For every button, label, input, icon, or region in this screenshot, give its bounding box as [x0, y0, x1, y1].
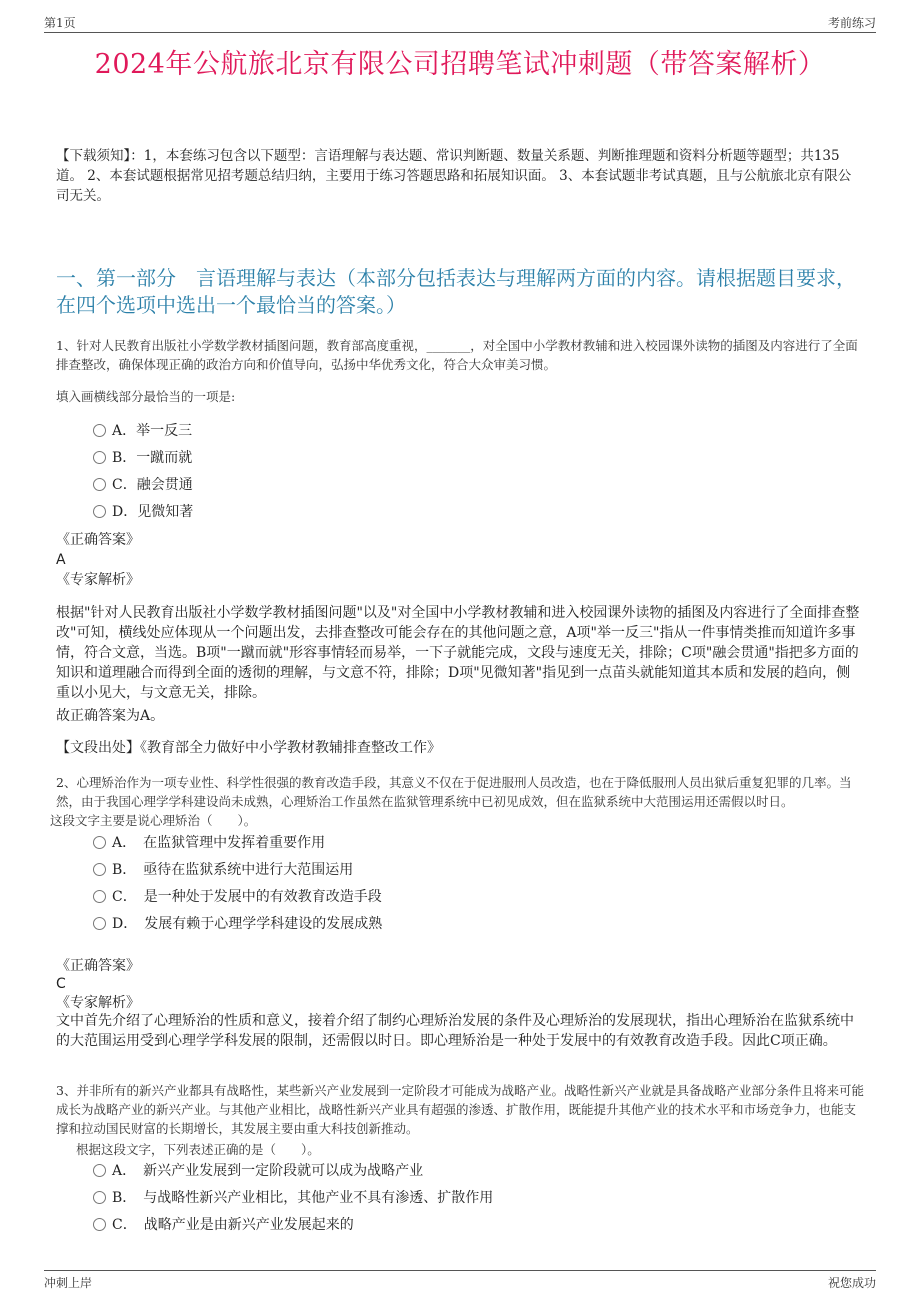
radio-icon[interactable]: [93, 424, 106, 437]
page-title: 2024年公航旅北京有限公司招聘笔试冲刺题（带答案解析）: [94, 49, 826, 80]
footer-right: 祝您成功: [827, 1276, 876, 1290]
radio-icon[interactable]: [93, 478, 106, 491]
q1-answer-label: 《正确答案》: [56, 532, 140, 548]
q1-answer: A: [56, 552, 66, 568]
q2-answer: C: [56, 976, 66, 992]
q1-option-c[interactable]: C．融会贯通: [93, 475, 193, 495]
q2-option-b[interactable]: B． 亟待在监狱系统中进行大范围运用: [93, 860, 353, 880]
q3-option-a[interactable]: A． 新兴产业发展到一定阶段就可以成为战略产业: [93, 1161, 423, 1181]
footer-left: 冲刺上岸: [44, 1276, 93, 1290]
radio-icon[interactable]: [93, 917, 106, 930]
q1-option-d[interactable]: D．见微知著: [93, 502, 193, 522]
section-heading: 一、第一部分 言语理解与表达（本部分包括表达与理解两方面的内容。请根据题目要求，在四个选项中选出一个最恰当的答案。）: [56, 266, 856, 317]
q3-option-b[interactable]: B． 与战略性新兴产业相比，其他产业不具有渗透、扩散作用: [93, 1188, 493, 1208]
q2-analysis: 文中首先介绍了心理矫治的性质和意义，接着介绍了制约心理矫治发展的条件及心理矫治的发展现状，指出心理矫治在监狱系统中的大范围运用受到心理学学科发展的限制，还需假以时日。即心理矫治是一种处于发展中的有效教育改造手段。因此C项正确。: [56, 1013, 854, 1049]
q2-answer-label: 《正确答案》: [56, 958, 140, 974]
question-1-stem: 1、针对人民教育出版社小学数学教材插图问题，教育部高度重视，_______，对全国中小学教材教辅和进入校园课外读物的插图及内容进行了全面排查整改，确保体现正确的政治方向和价值导向，弘扬中华优秀文化，符合大众审美习惯。: [56, 338, 858, 372]
radio-icon[interactable]: [93, 1164, 106, 1177]
q3-option-c[interactable]: C． 战略产业是由新兴产业发展起来的: [93, 1215, 354, 1235]
question-3-stem: 3、并非所有的新兴产业都具有战略性，某些新兴产业发展到一定阶段才可能成为战略产业。战略性新兴产业就是具备战略产业部分条件且将来可能成长为战略产业的新兴产业。与其他产业相比，战略性新兴产业具有超强的渗透、扩散作用，既能提升其他产业的技术水平和市场竞争力，也能支撑和拉动国民财富的长期增长，其发展主要由重大科技创新推动。: [56, 1083, 864, 1136]
question-1-prompt: 填入画横线部分最恰当的一项是:: [56, 389, 236, 404]
page-footer: [44, 1270, 876, 1291]
question-3-prompt: 根据这段文字，下列表述正确的是（ ）。: [76, 1142, 320, 1157]
page-header: [44, 12, 876, 33]
download-notice: 【下载须知】：1，本套练习包含以下题型：言语理解与表达题、常识判断题、数量关系题、判断推理题和资料分析题等题型；共135道。 2、本套试题根据常见招考题总结归纳，主要用于练习答题思路和拓展知识面。 3、本套试题非考试真题，且与公航旅北京有限公司无关。: [56, 148, 852, 204]
radio-icon[interactable]: [93, 1191, 106, 1204]
q2-option-d[interactable]: D． 发展有赖于心理学学科建设的发展成熟: [93, 914, 382, 934]
radio-icon[interactable]: [93, 890, 106, 903]
question-2-stem: 2、心理矫治作为一项专业性、科学性很强的教育改造手段，其意义不仅在于促进服刑人员改造，也在于降低服刑人员出狱后重复犯罪的几率。当然，由于我国心理学学科建设尚未成熟，心理矫治工作虽然在监狱管理系统中已初见成效，但在监狱系统中大范围运用还需假以时日。: [56, 775, 852, 809]
q1-analysis: 根据"针对人民教育出版社小学数学教材插图问题"以及"对全国中小学教材教辅和进入校园课外读物的插图及内容进行了全面排查整改"可知，横线处应体现从一个问题出发，去排查整改可能会存在的其他问题之意，A项"举一反三"指从一件事情类推而知道许多事情，符合文意，当选。B项"一蹴而就"形容事情轻而易举，一下子就能完成，文段与速度无关，排除；C项"融会贯通"指把多方面的知识和道理融合而得到全面的透彻的理解，与文意不符，排除；D项"见微知著"指见到一点苗头就能知道其本质和发展的趋向，侧重以小见大，与文意无关，排除。: [56, 605, 860, 701]
q1-option-a[interactable]: A．举一反三: [93, 421, 192, 441]
radio-icon[interactable]: [93, 836, 106, 849]
q1-conclusion: 故正确答案为A。: [56, 708, 165, 724]
header-tag: 考前练习: [827, 16, 876, 30]
radio-icon[interactable]: [93, 505, 106, 518]
q2-option-c[interactable]: C． 是一种处于发展中的有效教育改造手段: [93, 887, 382, 907]
q1-analysis-label: 《专家解析》: [56, 572, 140, 588]
q1-option-b[interactable]: B．一蹴而就: [93, 448, 192, 468]
q1-source: 【文段出处】《教育部全力做好中小学教材教辅排查整改工作》: [56, 740, 441, 756]
q2-option-a[interactable]: A． 在监狱管理中发挥着重要作用: [93, 833, 325, 853]
radio-icon[interactable]: [93, 863, 106, 876]
radio-icon[interactable]: [93, 1218, 106, 1231]
radio-icon[interactable]: [93, 451, 106, 464]
question-2-prompt: 这段文字主要是说心理矫治（ ）。: [50, 813, 257, 828]
q2-analysis-label: 《专家解析》: [56, 995, 140, 1011]
page-number: 第1页: [44, 16, 76, 30]
